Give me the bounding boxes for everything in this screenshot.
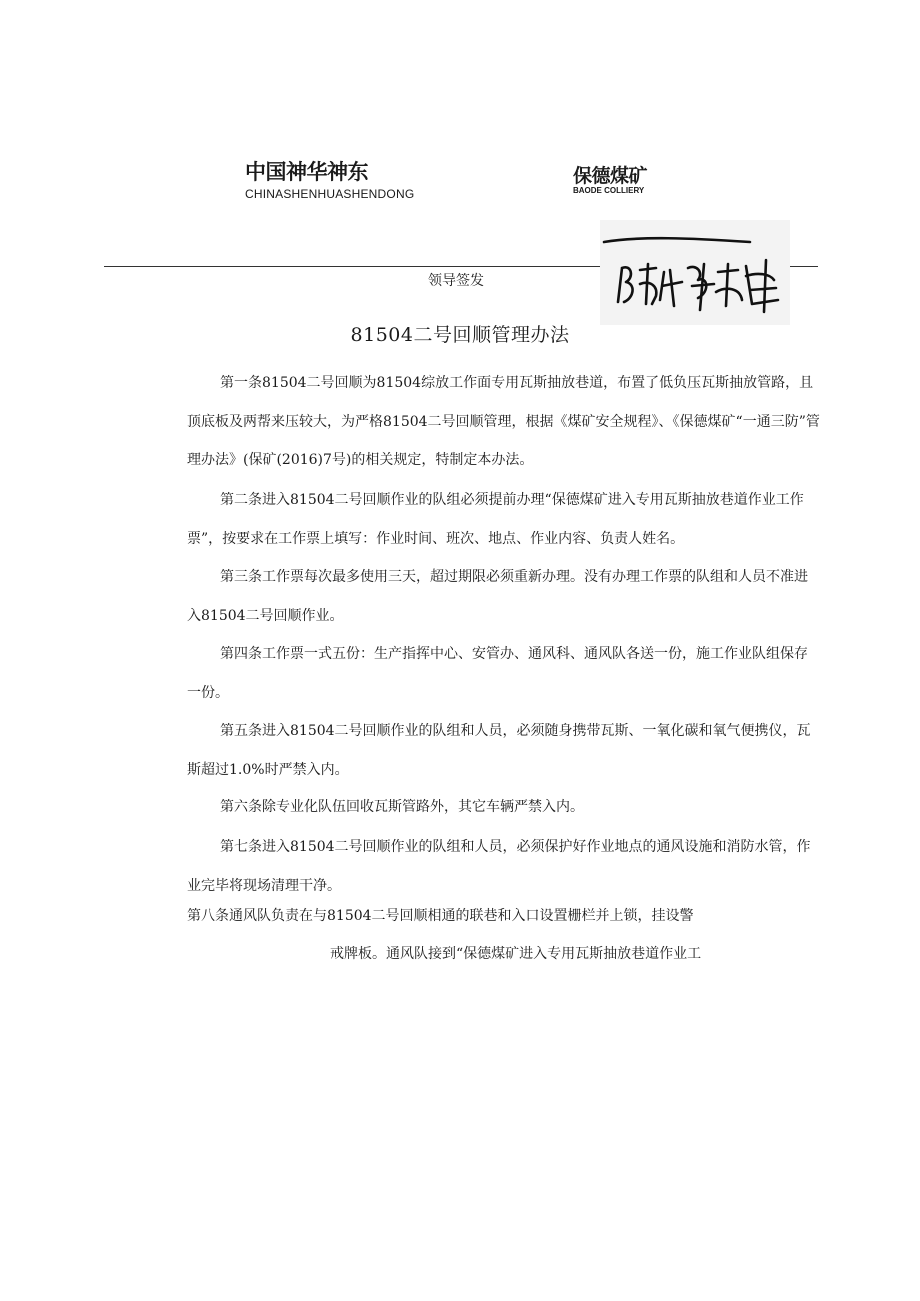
baode-logo-en: BAODE COLLIERY bbox=[573, 186, 645, 195]
shenhua-logo-en: CHINASHENHUASHENDONG bbox=[245, 187, 415, 201]
article-8-line-2: 戒牌板。通风队接到“保德煤矿进入专用瓦斯抽放巷道作业工 bbox=[330, 946, 702, 962]
article-4: 第四条工作票一式五份：生产指挥中心、安管办、通风科、通风队各送一份，施工作业队组保存一份。 bbox=[187, 646, 808, 701]
article-3: 第三条工作票每次最多使用三天，超过期限必须重新办理。没有办理工作票的队组和人员不准进入81504二号回顺作业。 bbox=[187, 569, 808, 624]
baode-logo-cn: 保德煤矿 bbox=[573, 165, 648, 187]
article-7: 第七条进入81504二号回顺作业的队组和人员，必须保护好作业地点的通风设施和消防水管，作业完毕将现场清理干净。 bbox=[187, 839, 811, 894]
handwritten-signature bbox=[600, 220, 790, 325]
article-1: 第一条81504二号回顺为81504综放工作面专用瓦斯抽放巷道，布置了低负压瓦斯抽放管路，且顶底板及两帮来压较大，为严格81504二号回顺管理，根据《煤矿安全规程》、《保德煤矿“一通三防”管理办法》(保矿(2016)7号)的相关规定，特制定本办法。 bbox=[187, 375, 820, 468]
sign-label: 领导签发 bbox=[428, 273, 484, 289]
shenhua-logo-cn: 中国神华神东 bbox=[245, 160, 368, 184]
article-8-line-1: 第八条通风队负责在与81504二号回顺相通的联巷和入口设置栅栏并上锁，挂设警 bbox=[187, 908, 694, 924]
document-title: 81504二号回顺管理办法 bbox=[350, 324, 570, 346]
article-2: 第二条进入81504二号回顺作业的队组必须提前办理“保德煤矿进入专用瓦斯抽放巷道作业工作票”，按要求在工作票上填写：作业时间、班次、地点、作业内容、负责人姓名。 bbox=[187, 492, 804, 547]
article-6: 第六条除专业化队伍回收瓦斯管路外，其它车辆严禁入内。 bbox=[220, 799, 584, 815]
article-5: 第五条进入81504二号回顺作业的队组和人员，必须随身携带瓦斯、一氧化碳和氧气便携仪，瓦斯超过1.0%时严禁入内。 bbox=[187, 723, 811, 778]
